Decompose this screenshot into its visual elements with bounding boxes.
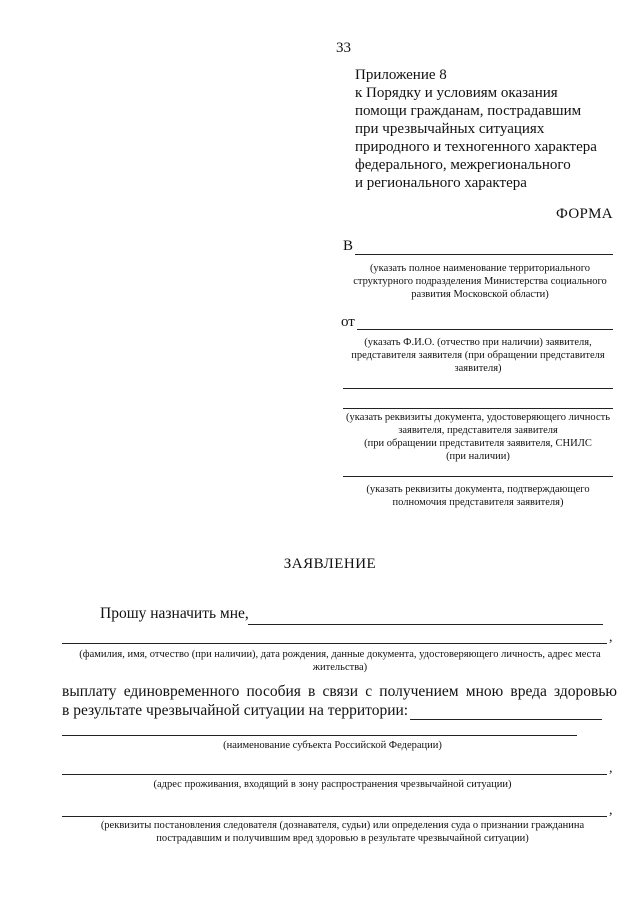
applicant-details-field-2[interactable] xyxy=(62,643,607,644)
hint-line: (указать полное наименование территориального xyxy=(369,263,591,274)
from-prefix: от xyxy=(341,314,355,330)
hint-line: пострадавшим и получившим вред здоровью в результате чрезвычайной ситуации) xyxy=(156,833,529,844)
hint-line: (указать реквизиты документа, удостоверяющего личность xyxy=(346,412,610,423)
address-hint: (адрес проживания, входящий в зону распространения чрезвычайной ситуации) xyxy=(153,779,512,790)
appendix-line: природного и техногенного характера xyxy=(355,139,597,155)
comma: , xyxy=(609,761,613,776)
payment-line-1: выплату единовременного пособия в связи с получением мною вреда здоровью xyxy=(62,683,617,700)
appendix-line: к Порядку и условиям оказания xyxy=(355,85,558,101)
hint-line: (указать реквизиты документа, подтверждающего xyxy=(366,484,590,495)
applicant-details-field-1[interactable] xyxy=(248,624,603,625)
address-field[interactable] xyxy=(62,774,607,775)
hint-line: (при наличии) xyxy=(446,451,510,462)
document-hint xyxy=(336,411,620,463)
hint-line: (фамилия, имя, отчество (при наличии), дата рождения, данные документа, удостоверяющего личность, адрес места xyxy=(79,649,601,660)
document-field-line-2[interactable] xyxy=(343,408,613,409)
appendix-line: Приложение 8 xyxy=(355,67,447,83)
hint-line: заявителя) xyxy=(454,363,502,374)
applicant-name-field[interactable] xyxy=(357,329,613,330)
recipient-hint xyxy=(340,262,620,301)
territory-field-1[interactable] xyxy=(410,719,602,720)
hint-line: заявителя, представителя заявителя xyxy=(398,425,558,436)
to-prefix: В xyxy=(343,238,354,254)
hint-line: (при обращении представителя заявителя, СНИЛС xyxy=(364,438,592,449)
hint-line: жительства) xyxy=(312,662,368,673)
applicant-details-hint xyxy=(60,648,620,674)
hint-line: представителя заявителя (при обращении представителя xyxy=(351,350,605,361)
territory-field-2[interactable] xyxy=(62,735,577,736)
appendix-header xyxy=(355,66,597,192)
authority-hint xyxy=(340,483,616,509)
comma: , xyxy=(609,803,613,818)
region-hint: (наименование субъекта Российской Федерации) xyxy=(223,740,442,751)
document-title: ЗАЯВЛЕНИЕ xyxy=(283,556,377,572)
decision-field[interactable] xyxy=(62,816,607,817)
hint-line: развития Московской области) xyxy=(411,289,549,300)
payment-line-2: в результате чрезвычайной ситуации на территории: xyxy=(62,702,409,719)
recipient-field[interactable] xyxy=(355,254,613,255)
authority-field[interactable] xyxy=(343,476,613,477)
appendix-line: федерального, межрегионального xyxy=(355,157,571,173)
hint-line: (реквизиты постановления следователя (дознавателя, судьи) или определения суда о признании гражданина xyxy=(100,820,585,831)
appendix-line: при чрезвычайных ситуациях xyxy=(355,121,545,137)
hint-line: структурного подразделения Министерства социального xyxy=(353,276,607,287)
appendix-line: помощи гражданам, пострадавшим xyxy=(355,103,582,119)
page-number: 33 xyxy=(336,40,351,56)
form-label: ФОРМА xyxy=(556,206,613,222)
request-text: Прошу назначить мне, xyxy=(100,605,249,622)
hint-line: полномочия представителя заявителя) xyxy=(392,497,564,508)
document-field-line-1[interactable] xyxy=(343,388,613,389)
hint-line: (указать Ф.И.О. (отчество при наличии) заявителя, xyxy=(364,337,592,348)
decision-hint xyxy=(60,819,625,845)
comma: , xyxy=(609,630,613,645)
appendix-line: и регионального характера xyxy=(355,175,527,191)
applicant-name-hint xyxy=(340,336,616,375)
